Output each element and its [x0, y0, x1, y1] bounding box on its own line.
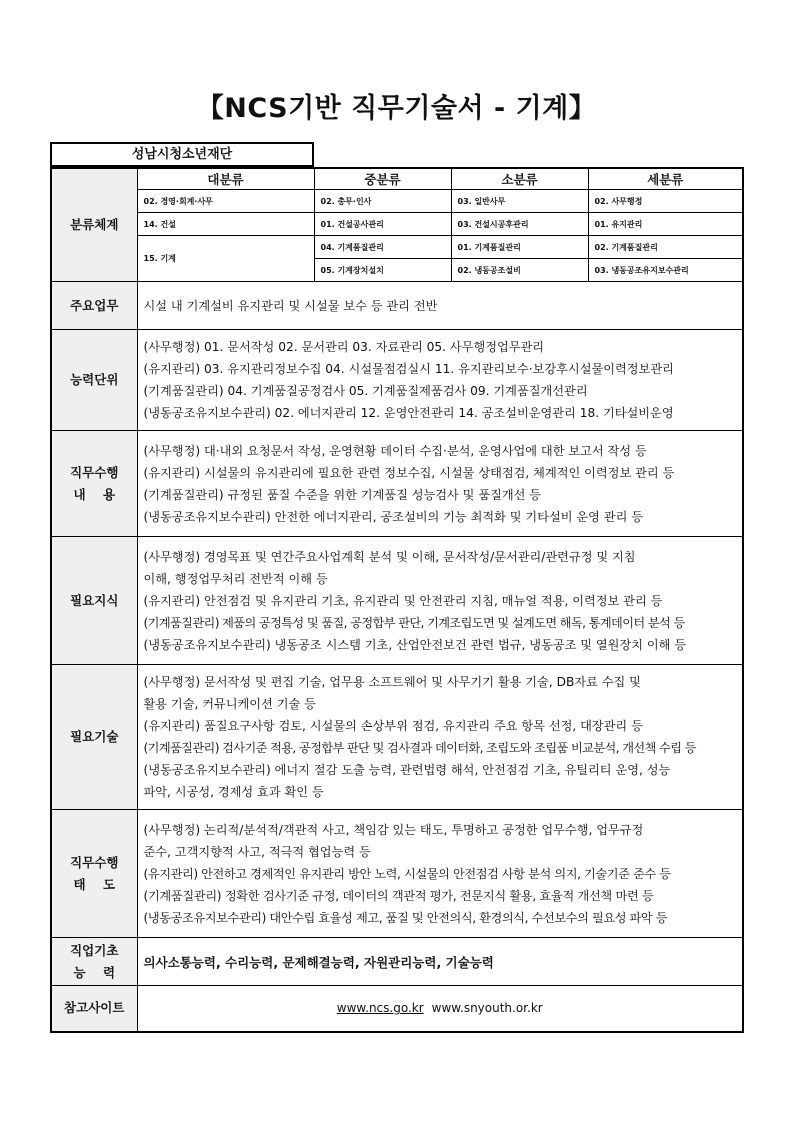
competency-line: (냉동공조유지보수관리) 02. 에너지관리 12. 운영안전관리 14. 공조설비운영관리 18. 기타설비운영	[143, 406, 674, 420]
attitude-line: (냉동공조유지보수관리) 대안수립 효율성 제고, 품질 및 안전의식, 환경의식, 수선보수의 필요성 파악 등	[143, 910, 668, 925]
basic-ability-row	[51, 938, 743, 986]
attitude-label-bottom: 태 도	[73, 876, 116, 892]
competency-content	[137, 330, 743, 431]
duty-content-line: (기계품질관리) 규정된 품질 수준을 위한 기계품질 성능검사 및 품질개선 등	[143, 487, 542, 502]
duty-content-row	[51, 431, 743, 537]
knowledge-line: 이해, 행정업무처리 전반적 이해 등	[143, 571, 328, 586]
duty-content-line: (냉동공조유지보수관리) 안전한 에너지관리, 공조설비의 기능 최적화 및 기타설비 운영 관리 등	[143, 509, 644, 524]
duty-content-label-top: 직무수행	[70, 464, 119, 480]
skills-content	[137, 665, 743, 810]
competency-label: 능력단위	[51, 330, 137, 431]
detail-category: 01. 유지관리	[588, 213, 743, 236]
organization-name: 성남시청소년재단	[50, 142, 314, 167]
basic-ability-text: 의사소통능력, 수리능력, 문제해결능력, 자원관리능력, 기술능력	[137, 938, 743, 986]
knowledge-line: (유지관리) 안전점검 및 유지관리 기초, 유지관리 및 안전관리 지침, 매뉴얼 적용, 이력정보 관리 등	[143, 593, 663, 608]
attitude-label-top: 직무수행	[70, 854, 119, 870]
competency-row	[51, 330, 743, 431]
knowledge-row	[51, 537, 743, 665]
skills-line: (사무행정) 문서작성 및 편집 기술, 업무용 소프트웨어 및 사무기기 활용 기술, DB자료 수집 및	[143, 675, 641, 689]
attitude-content	[137, 810, 743, 938]
knowledge-line: (기계품질관리) 제품의 공정특성 및 품질, 공정합부 판단, 기계조립도면 및 설계도면 해독, 통계데이터 분석 등	[143, 615, 685, 630]
skills-line: 파악, 시공성, 경제성 효과 확인 등	[143, 785, 324, 799]
header-major: 대분류	[137, 168, 314, 190]
major-category: 14. 건설	[137, 213, 314, 236]
classification-header-row	[51, 168, 743, 190]
knowledge-line: (사무행정) 경영목표 및 연간주요사업계획 분석 및 이해, 문서작성/문서관리/관련규정 및 지침	[143, 549, 636, 564]
ncs-link[interactable]: www.ncs.go.kr	[336, 1001, 424, 1016]
knowledge-content	[137, 537, 743, 665]
skills-line: (냉동공조유지보수관리) 에너지 절감 도출 능력, 관련법령 해석, 안전점검 기초, 유틸리티 운영, 성능	[143, 763, 671, 777]
minor-category: 01. 기계품질관리	[451, 236, 588, 259]
minor-category: 03. 건설시공후관리	[451, 213, 588, 236]
classification-row	[51, 190, 743, 213]
skills-row	[51, 665, 743, 810]
competency-line: (기계품질관리) 04. 기계품질공정검사 05. 기계품질제품검사 09. 기계품질개선관리	[143, 384, 588, 398]
duty-content-line: (유지관리) 시설물의 유지관리에 필요한 관련 정보수집, 시설물 상태점검, 체계적인 이력정보 관리 등	[143, 465, 675, 480]
duty-content-label	[51, 431, 137, 537]
competency-line: (사무행정) 01. 문서작성 02. 문서관리 03. 자료관리 05. 사무행정업무관리	[143, 340, 545, 354]
attitude-line: (유지관리) 안전하고 경제적인 유지관리 방안 노력, 시설물의 안전점검 사항 분석 의지, 기술기준 준수 등	[143, 866, 671, 881]
skills-label: 필요기술	[51, 665, 137, 810]
middle-category: 02. 총무·인사	[314, 190, 451, 213]
reference-links	[137, 986, 743, 1032]
attitude-line: 준수, 고객지향적 사고, 적극적 협업능력 등	[143, 844, 371, 859]
skills-line: (기계품질관리) 검사기준 적용, 공정합부 판단 및 검사결과 데이터화, 조립도와 조립품 비교분석, 개선책 수립 등	[143, 741, 696, 755]
detail-category: 02. 사무행정	[588, 190, 743, 213]
reference-label: 참고사이트	[51, 986, 137, 1032]
attitude-label	[51, 810, 137, 938]
middle-category: 04. 기계품질관리	[314, 236, 451, 259]
major-category: 15. 기계	[137, 236, 314, 282]
attitude-row	[51, 810, 743, 938]
detail-category: 02. 기계품질관리	[588, 236, 743, 259]
duty-content-label-bottom: 내 용	[73, 486, 116, 502]
basic-ability-label	[51, 938, 137, 986]
header-middle: 중분류	[314, 168, 451, 190]
middle-category: 01. 건설공사관리	[314, 213, 451, 236]
reference-row	[51, 986, 743, 1032]
main-duty-row	[51, 282, 743, 330]
duty-content-content	[137, 431, 743, 537]
main-duty-label: 주요업무	[51, 282, 137, 330]
main-duty-text: 시설 내 기계설비 유지관리 및 시설물 보수 등 관리 전반	[137, 282, 743, 330]
snyouth-link[interactable]: www.snyouth.or.kr	[431, 1001, 543, 1016]
minor-category: 02. 냉동공조설비	[451, 259, 588, 282]
basic-ability-label-top: 직업기초	[70, 942, 119, 958]
attitude-line: (사무행정) 논리적/분석적/객관적 사고, 책임감 있는 태도, 투명하고 공정한 업무수행, 업무규정	[143, 822, 644, 837]
competency-line: (유지관리) 03. 유지관리정보수집 04. 시설물점검실시 11. 유지관리보수·보강후시설물이력정보관리	[143, 362, 674, 376]
classification-row	[51, 213, 743, 236]
attitude-line: (기계품질관리) 정확한 검사기준 규정, 데이터의 객관적 평가, 전문지식 활용, 효율적 개선책 마련 등	[143, 888, 654, 903]
skills-line: (유지관리) 품질요구사항 검토, 시설물의 손상부위 점검, 유지관리 주요 항목 선정, 대장관리 등	[143, 719, 643, 733]
knowledge-line: (냉동공조유지보수관리) 냉동공조 시스템 기초, 산업안전보건 관련 법규, 냉동공조 및 열원장치 이해 등	[143, 637, 687, 652]
classification-label: 분류체계	[51, 168, 137, 282]
detail-category: 03. 냉동공조유지보수관리	[588, 259, 743, 282]
header-minor: 소분류	[451, 168, 588, 190]
minor-category: 03. 일반사무	[451, 190, 588, 213]
knowledge-label: 필요지식	[51, 537, 137, 665]
duty-content-line: (사무행정) 대·내외 요청문서 작성, 운영현황 데이터 수집·분석, 운영사업에 대한 보고서 작성 등	[143, 443, 647, 458]
middle-category: 05. 기계장치설치	[314, 259, 451, 282]
header-detail: 세분류	[588, 168, 743, 190]
skills-line: 활용 기술, 커뮤니케이션 기술 등	[143, 697, 316, 711]
major-category: 02. 경영·회계·사무	[137, 190, 314, 213]
classification-row	[51, 236, 743, 259]
page-title: 【NCS기반 직무기술서 - 기계】	[196, 93, 597, 124]
job-description-table	[50, 167, 744, 1033]
basic-ability-label-bottom: 능 력	[73, 964, 116, 980]
